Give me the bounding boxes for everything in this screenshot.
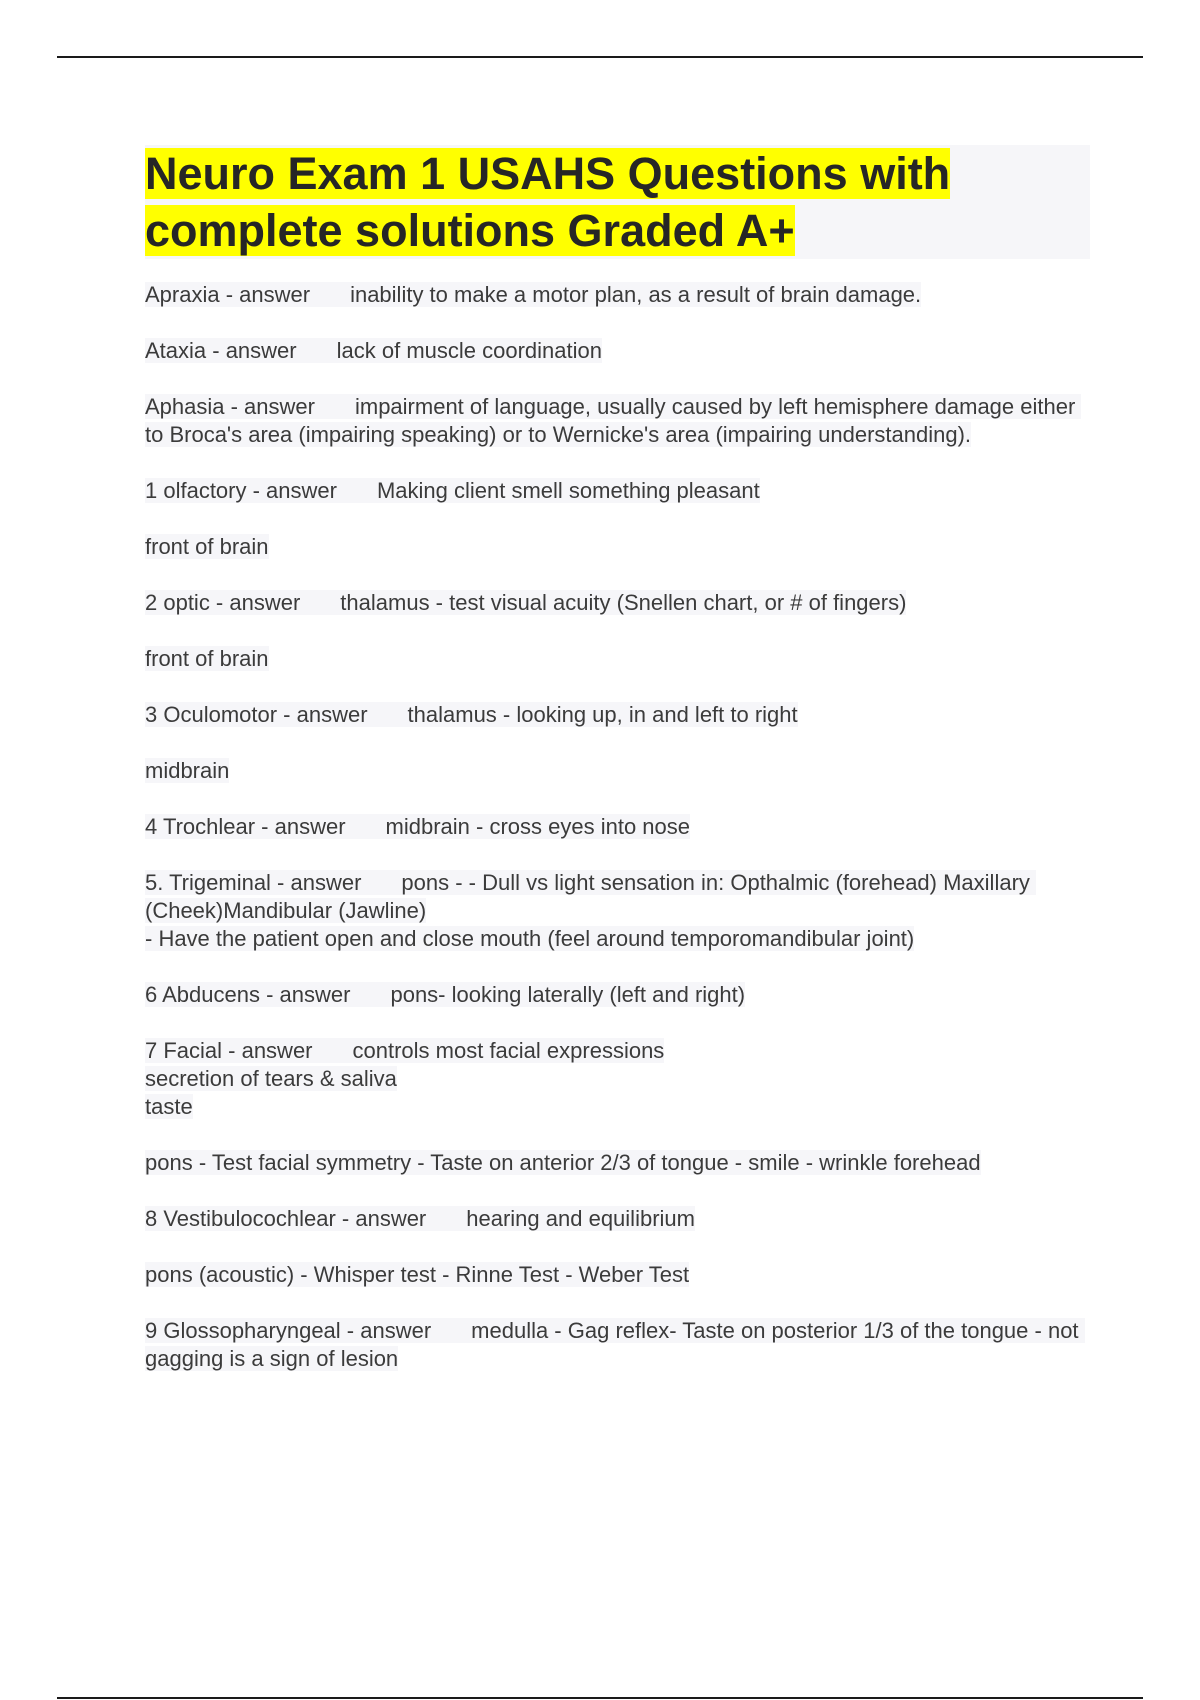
entry-term: 2 optic - answer — [145, 590, 301, 615]
document-title — [145, 145, 1090, 259]
entry-trigeminal — [145, 869, 1090, 953]
entry-definition: impairment of language, usually caused by left hemisphere damage either to Broca's area (impairing speaking) or to Wernicke's area (impairing understanding). — [145, 394, 1082, 447]
entry-definition: medulla - Gag reflex- Taste on posterior 1/3 of the tongue - not gagging is a sign of lesion — [145, 1318, 1085, 1371]
entry-apraxia — [145, 281, 1090, 309]
entry-definition: inability to make a motor plan, as a result of brain damage. — [350, 282, 922, 307]
title-line-1: Neuro Exam 1 USAHS Questions with — [145, 148, 951, 199]
entry-term: Aphasia - answer — [145, 394, 315, 419]
entry-vestibulocochlear — [145, 1205, 1090, 1233]
entry-definition: thalamus - looking up, in and left to right — [407, 702, 798, 727]
entry-oculomotor — [145, 701, 1090, 729]
entry-definition: lack of muscle coordination — [336, 338, 602, 363]
entry-text: front of brain — [145, 646, 269, 671]
entry-definition: midbrain - cross eyes into nose — [385, 814, 690, 839]
entry-definition: Making client smell something pleasant — [376, 478, 760, 503]
entry-olfactory — [145, 477, 1090, 505]
entry-term: 3 Oculomotor - answer — [145, 702, 368, 727]
entry-ataxia — [145, 337, 1090, 365]
title-block — [145, 145, 1090, 259]
entry-note — [145, 1261, 1090, 1289]
entry-optic — [145, 589, 1090, 617]
entry-note — [145, 533, 1090, 561]
entry-aphasia — [145, 393, 1090, 449]
entry-note — [145, 757, 1090, 785]
entry-note — [145, 645, 1090, 673]
entry-text: pons (acoustic) - Whisper test - Rinne Test - Weber Test — [145, 1262, 690, 1287]
entry-term: Ataxia - answer — [145, 338, 297, 363]
entry-term: 8 Vestibulocochlear - answer — [145, 1206, 427, 1231]
entry-definition: hearing and equilibrium — [466, 1206, 695, 1231]
entry-term: 1 olfactory - answer — [145, 478, 337, 503]
entry-definition: pons - - Dull vs light sensation in: Opthalmic (forehead) Maxillary (Cheek)Mandibular (Jawline) — [145, 870, 1037, 923]
entry-text: midbrain — [145, 758, 230, 783]
entry-abducens — [145, 981, 1090, 1009]
top-rule — [57, 56, 1143, 58]
entry-extra: taste — [145, 1094, 193, 1119]
bottom-rule — [57, 1697, 1143, 1699]
entry-extra: secretion of tears & saliva — [145, 1066, 397, 1091]
entry-extra: - Have the patient open and close mouth (feel around temporomandibular joint) — [145, 926, 915, 951]
entry-definition: thalamus - test visual acuity (Snellen chart, or # of fingers) — [340, 590, 907, 615]
entry-term: Apraxia - answer — [145, 282, 311, 307]
entry-definition: pons- looking laterally (left and right) — [390, 982, 746, 1007]
entry-text: front of brain — [145, 534, 269, 559]
entry-term: 6 Abducens - answer — [145, 982, 351, 1007]
entry-trochlear — [145, 813, 1090, 841]
entry-term: 9 Glossopharyngeal - answer — [145, 1318, 432, 1343]
document-body — [145, 145, 1090, 1401]
entry-term: 7 Facial - answer — [145, 1038, 313, 1063]
entry-text: pons - Test facial symmetry - Taste on anterior 2/3 of tongue - smile - wrinkle forehead — [145, 1150, 981, 1175]
entry-definition: controls most facial expressions — [352, 1038, 665, 1063]
entry-note — [145, 1149, 1090, 1177]
entry-glossopharyngeal — [145, 1317, 1090, 1373]
entry-term: 5. Trigeminal - answer — [145, 870, 362, 895]
title-line-2: complete solutions Graded A+ — [145, 205, 795, 256]
entry-facial — [145, 1037, 1090, 1121]
entry-term: 4 Trochlear - answer — [145, 814, 346, 839]
